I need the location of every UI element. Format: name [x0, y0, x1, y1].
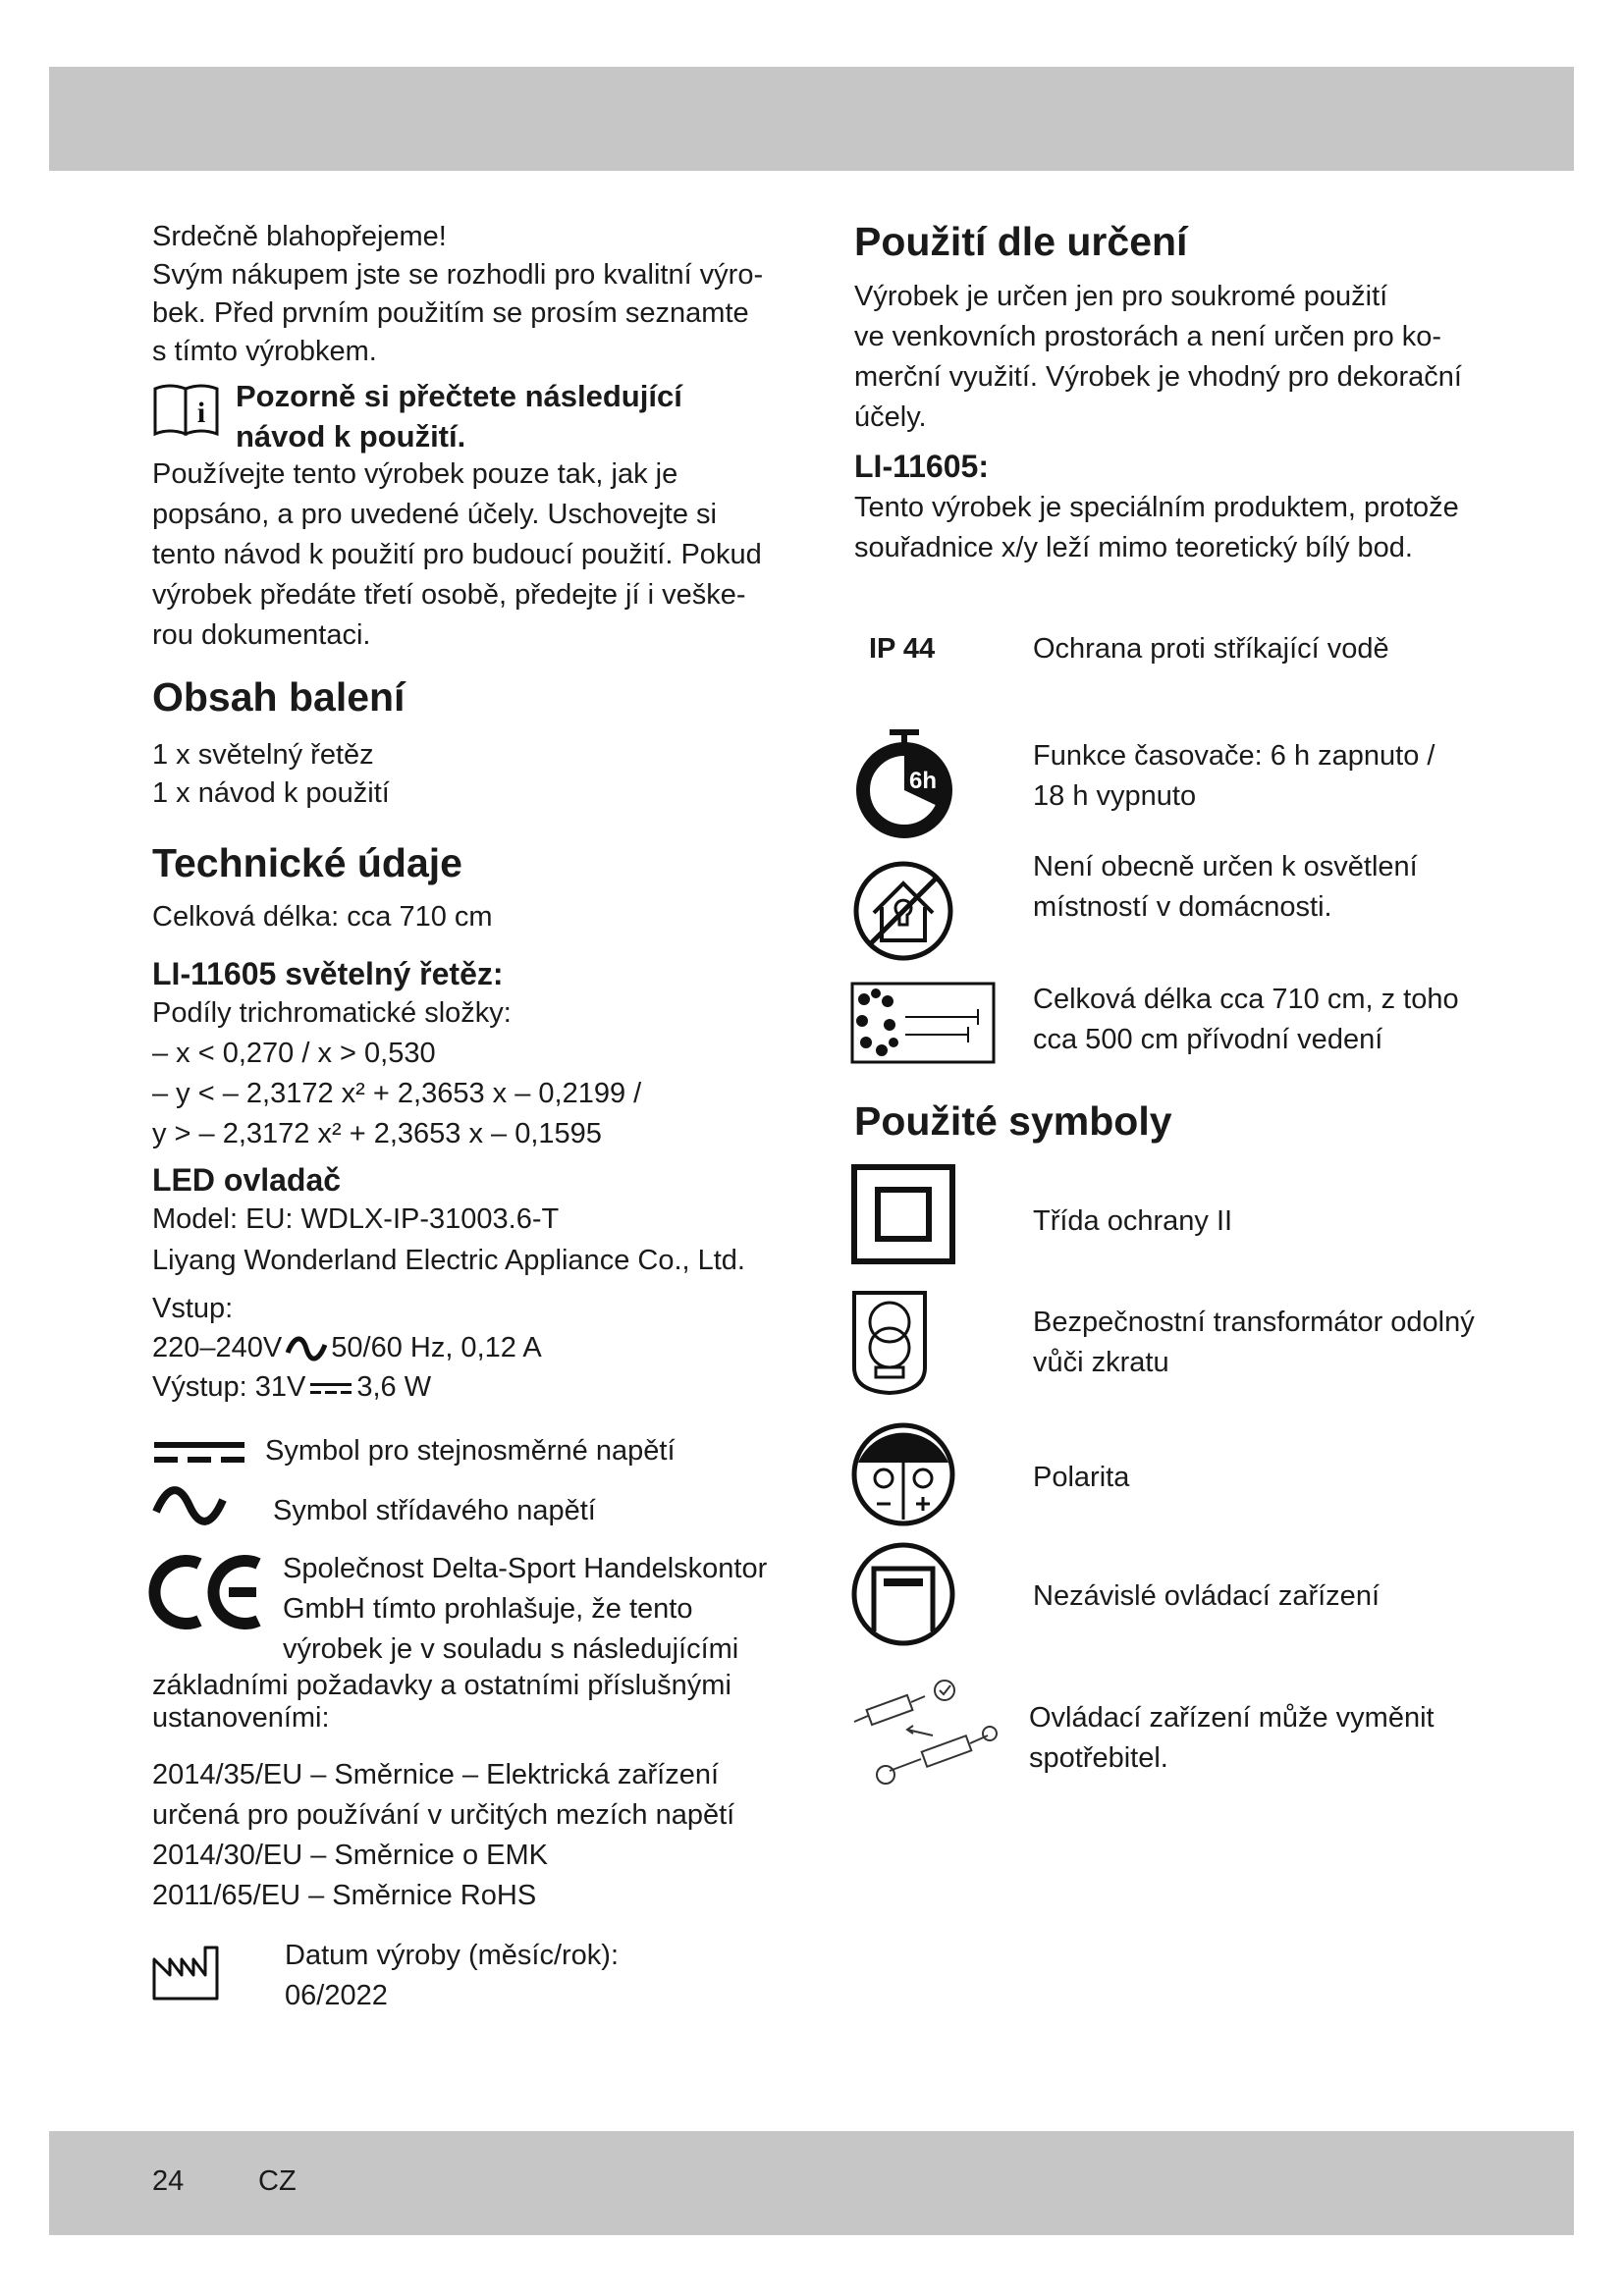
chain-heading: LI-11605 světelný řetěz:: [152, 956, 504, 991]
cable-length-icon: [850, 982, 996, 1064]
ac-symbol-text: Symbol střídavého napětí: [273, 1495, 596, 1526]
chain-specs: Podíly trichromatické složky: – x < 0,270 / x > 0,530 – y < – 2,3172 x² + 2,3653 x – 0,2199 / y > – 2,3172 x² + 2,3653 x – 0,1595: [152, 997, 642, 1149]
ce-declaration-cont: základními požadavky a ostatními příslušnými ustanoveními:: [152, 1670, 731, 1734]
no-home-use-icon: [850, 858, 956, 964]
ce-declaration: Společnost Delta-Sport Handelskontor GmbH tímto prohlašuje, že tento výrobek je v souladu s následujícími: [283, 1553, 768, 1665]
ac-small-icon: [285, 1337, 328, 1361]
dc-symbol-icon: [152, 1439, 246, 1467]
timer-text: Funkce časovače: 6 h zapnuto / 18 h vypnuto: [1033, 740, 1435, 812]
contents-heading: Obsah balení: [152, 674, 406, 720]
manufacture-date-icon: [150, 1942, 221, 2002]
contents-list: [152, 736, 390, 813]
read-manual-notice: Pozorně si přečtete následující návod k použití.: [236, 379, 682, 454]
cable-length-text: Celková délka cca 710 cm, z toho cca 500 cm přívodní vedení: [1033, 984, 1459, 1055]
polarity-icon: [850, 1421, 956, 1527]
ip-rating: IP 44: [869, 633, 936, 665]
independent-control-icon: [850, 1541, 956, 1647]
li-heading: LI-11605:: [854, 449, 989, 484]
manufacture-date: Datum výroby (měsíc/rok): 06/2022: [285, 1940, 619, 2011]
led-heading: LED ovladač: [152, 1162, 342, 1198]
protection-class-2-text: Třída ochrany II: [1033, 1205, 1233, 1237]
dc-symbol-text: Symbol pro stejnosměrné napětí: [265, 1435, 676, 1467]
intended-use-heading: Použití dle určení: [854, 219, 1188, 264]
replaceable-gear-icon: [850, 1677, 998, 1808]
safety-transformer-text: Bezpečnostní transformátor odolný vůči zkratu: [1033, 1307, 1475, 1378]
page-number: 24: [152, 2165, 185, 2197]
ac-symbol-icon: [152, 1484, 227, 1527]
dc-small-icon: [308, 1378, 353, 1398]
list-item: 1 x světelný řetěz: [152, 739, 374, 771]
independent-control-text: Nezávislé ovládací zařízení: [1033, 1580, 1380, 1612]
model-line: Model: EU: WDLX-IP-31003.6-T: [152, 1203, 560, 1235]
polarity-text: Polarita: [1033, 1462, 1130, 1493]
svg-text:i: i: [196, 397, 206, 429]
language-code: CZ: [258, 2165, 297, 2197]
intro-text: Srdečně blahopřejeme! Svým nákupem jste se rozhodli pro kvalitní výro- bek. Před prvním použitím se prosím seznamte s tímto výrobkem.: [152, 221, 764, 367]
total-length: Celková délka: cca 710 cm: [152, 901, 493, 933]
replaceable-gear-text: Ovládací zařízení může vyměnit spotřebitel.: [1029, 1702, 1435, 1774]
ce-mark-icon: [150, 1556, 268, 1629]
input-line: 220–240V 50/60 Hz, 0,12 A: [152, 1332, 542, 1363]
timer-icon: [850, 727, 960, 841]
header-band: [49, 67, 1574, 171]
symbols-heading: Použité symboly: [854, 1098, 1172, 1144]
directives: 2014/35/EU – Směrnice – Elektrická zařízení určená pro používání v určitých mezích napětí 2014/30/EU – Směrnice o EMK 2011/65/EU – Směrnice RoHS: [152, 1759, 735, 1911]
maker-line: Liyang Wonderland Electric Appliance Co., Ltd.: [152, 1245, 745, 1276]
output-line: Výstup: 31V 3,6 W: [152, 1371, 432, 1403]
usage-text: Používejte tento výrobek pouze tak, jak je popsáno, a pro uvedené účely. Uschovejte si tento návod k použití pro budoucí použití. Pokud výrobek předáte třetí osobě, předejte jí i veške- rou dokumentaci.: [152, 458, 762, 651]
safety-transformer-icon: [850, 1289, 929, 1397]
input-label: Vstup:: [152, 1293, 234, 1324]
intended-use-text: Výrobek je určen jen pro soukromé použití ve venkovních prostorách a není určen pro ko- merční využití. Výrobek je vhodný pro dekorační účely.: [854, 281, 1462, 433]
no-home-use-text: Není obecně určen k osvětlení místností v domácnosti.: [1033, 851, 1418, 923]
ip-text: Ochrana proti stříkající vodě: [1033, 633, 1389, 665]
protection-class-2-icon: [850, 1163, 956, 1265]
tech-heading: Technické údaje: [152, 840, 462, 885]
read-manual-icon: [152, 381, 221, 440]
list-item: 1 x návod k použití: [152, 777, 390, 809]
svg-text:6h: 6h: [908, 768, 938, 794]
li-text: Tento výrobek je speciálním produktem, protože souřadnice x/y leží mimo teoretický bílý bod.: [854, 492, 1459, 563]
